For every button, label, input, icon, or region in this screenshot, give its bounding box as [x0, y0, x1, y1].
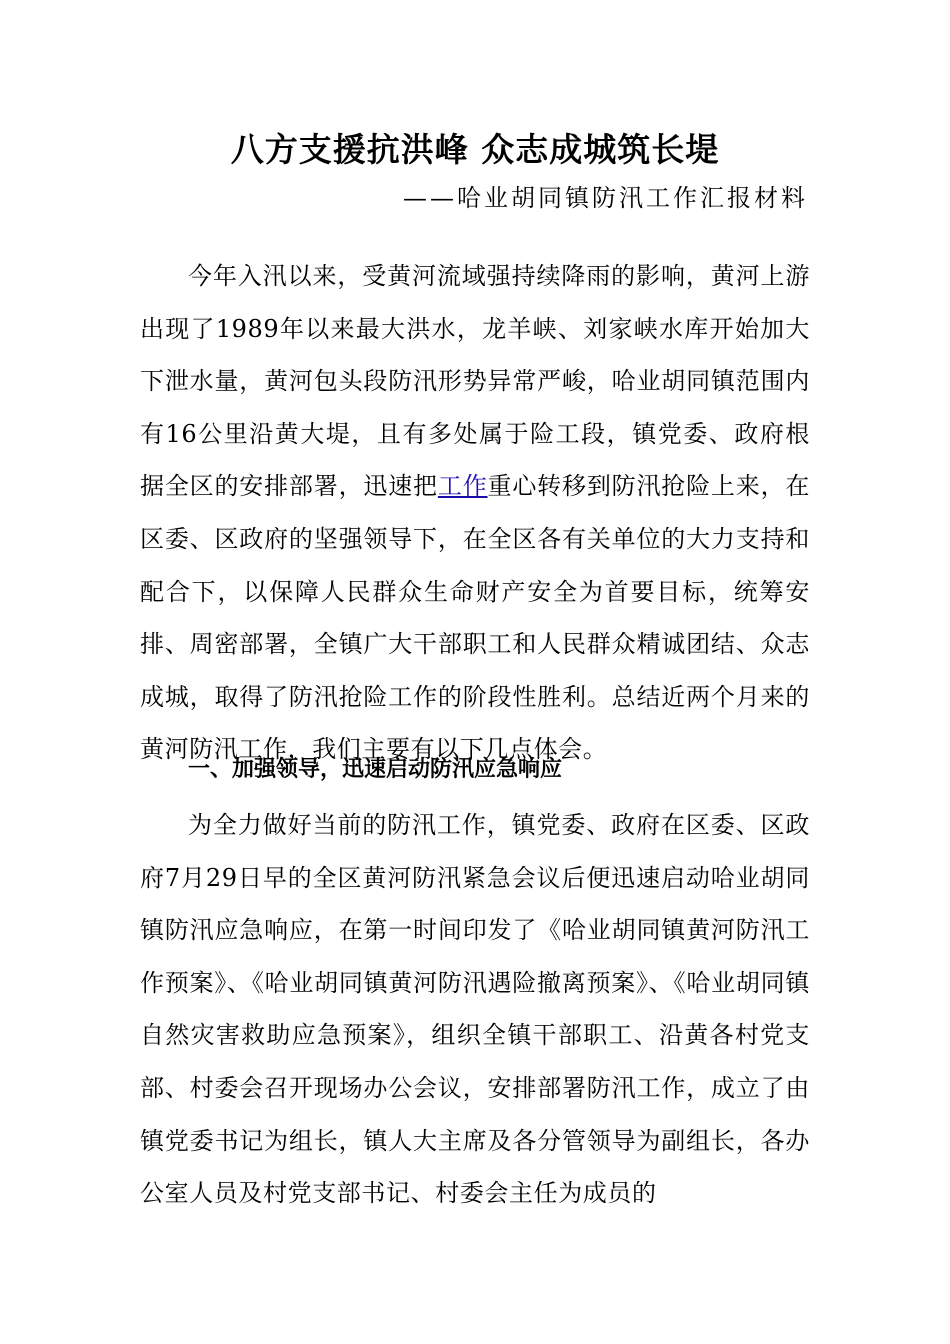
section-heading-1: 一、加强领导，迅速启动防汛应急响应: [188, 757, 563, 782]
document-title: 八方支援抗洪峰 众志成城筑长堤: [230, 130, 720, 169]
paragraph-intro-text-before: 今年入汛以来，受黄河流域强持续降雨的影响，黄河上游出现了1989年以来最大洪水，龙羊峡、刘家峡水库开始加大下泄水量，黄河包头段防汛形势异常严峻，哈业胡同镇范围内有16公里沿黄大堤，且有多处属于险工段，镇党委、政府根据全区的安排部署，迅速把: [140, 262, 810, 501]
paragraph-intro: [140, 250, 810, 776]
work-link[interactable]: 工作: [437, 472, 488, 501]
paragraph-section-1: 为全力做好当前的防汛工作，镇党委、政府在区委、区政府7月29日早的全区黄河防汛紧急会议后便迅速启动哈业胡同镇防汛应急响应，在第一时间印发了《哈业胡同镇黄河防汛工作预案》、《哈业胡同镇黄河防汛遇险撤离预案》、《哈业胡同镇自然灾害救助应急预案》，组织全镇干部职工、沿黄各村党支部、村委会召开现场办公会议，安排部署防汛工作，成立了由镇党委书记为组长，镇人大主席及各分管领导为副组长，各办公室人员及村党支部书记、村委会主任为成员的: [140, 811, 810, 1208]
paragraph-intro-text-after: 重心转移到防汛抢险上来，在区委、区政府的坚强领导下，在全区各有关单位的大力支持和配合下，以保障人民群众生命财产安全为首要目标，统筹安排、周密部署，全镇广大干部职工和人民群众精诚团结、众志成城，取得了防汛抢险工作的阶段性胜利。总结近两个月来的黄河防汛工作，我们主要有以下几点体会。: [140, 472, 810, 764]
document-subtitle: ——哈业胡同镇防汛工作汇报材料: [403, 184, 808, 212]
